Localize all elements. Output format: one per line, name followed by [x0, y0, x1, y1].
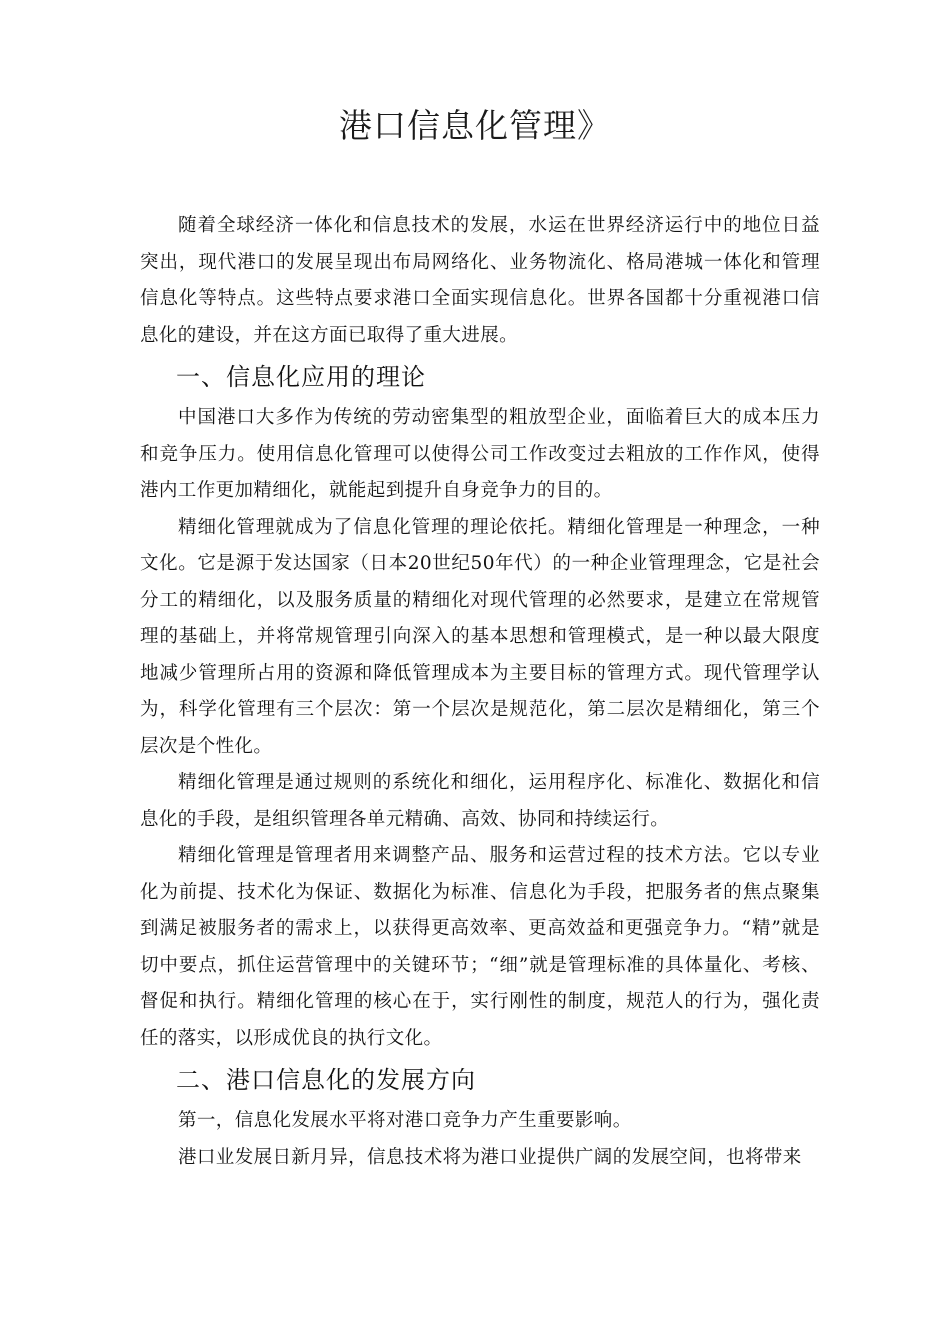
section-1-paragraph-2: 精细化管理就成为了信息化管理的理论依托。精细化管理是一种理念，一种文化。它是源于发达国家（日本20世纪50年代）的一种企业管理理念，它是社会分工的精细化，以及服务质量的精细化对现代管理的必然要求，是建立在常规管理的基础上，并将常规管理引向深入的基本思想和管理模式，是一种以最大限度地减少管理所占用的资源和降低管理成本为主要目标的管理方式。现代管理学认为，科学化管理有三个层次：第一个层次是规范化，第二层次是精细化，第三个层次是个性化。	[140, 516, 820, 757]
section-2-paragraph-2: 港口业发展日新月异，信息技术将为港口业提供广阔的发展空间，也将带来	[178, 1146, 802, 1168]
intro-paragraph: 随着全球经济一体化和信息技术的发展，水运在世界经济运行中的地位日益突出，现代港口的发展呈现出布局网络化、业务物流化、格局港城一体化和管理信息化等特点。这些特点要求港口全面实现信息化。世界各国都十分重视港口信息化的建设，并在这方面已取得了重大进展。	[140, 215, 820, 346]
section-1-heading: 一、信息化应用的理论	[176, 363, 426, 391]
document-title: 港口信息化管理》	[339, 106, 611, 145]
section-2-heading: 二、港口信息化的发展方向	[176, 1066, 476, 1094]
section-1-paragraph-4: 精细化管理是管理者用来调整产品、服务和运营过程的技术方法。它以专业化为前提、技术化为保证、数据化为标准、信息化为手段，把服务者的焦点聚集到满足被服务者的需求上，以获得更高效率、更高效益和更强竞争力。“精”就是切中要点，抓住运营管理中的关键环节；“细”就是管理标准的具体量化、考核、督促和执行。精细化管理的核心在于，实行刚性的制度，规范人的行为，强化责任的落实，以形成优良的执行文化。	[140, 845, 820, 1049]
section-2-paragraph-1: 第一，信息化发展水平将对港口竞争力产生重要影响。	[178, 1110, 632, 1131]
section-1-paragraph-1: 中国港口大多作为传统的劳动密集型的粗放型企业，面临着巨大的成本压力和竞争压力。使用信息化管理可以使得公司工作改变过去粗放的工作作风，使得港内工作更加精细化，就能起到提升自身竞争力的目的。	[140, 407, 820, 501]
document-body	[140, 208, 820, 1176]
section-1-paragraph-3: 精细化管理是通过规则的系统化和细化，运用程序化、标准化、数据化和信息化的手段，是组织管理各单元精确、高效、协同和持续运行。	[140, 772, 820, 830]
